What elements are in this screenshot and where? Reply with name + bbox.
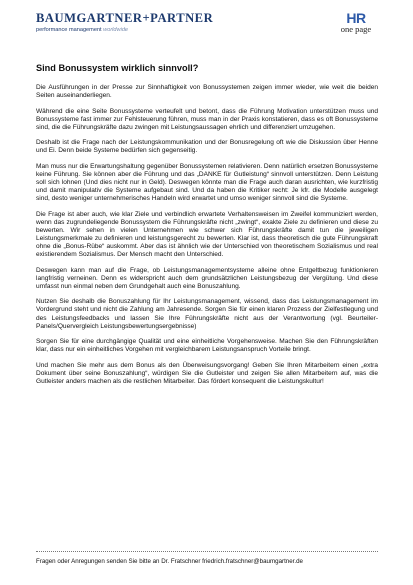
footer-divider [36,551,378,552]
document-title: Sind Bonussystem wirklich sinnvoll? [36,63,199,73]
paragraph: Deswegen kann man auf die Frage, ob Leistungsmanagementsysteme alleine ohne Entgeltbezug funktionieren langfristig verneinen. Denn es widerspricht auch dem grundsätzlichen Leistungsbezug der Vergütung. Und diese umfasst nun einmal neben dem Grundgehalt auch eine Bonuszahlung. [36,266,378,290]
series-logo [332,12,380,34]
company-logo-tagline-suffix: worldwide [103,27,129,33]
paragraph: Nutzen Sie deshalb die Bonuszahlung für Ihr Leistungsmanagement, wissend, dass das Leistungsmanagement im Vordergrund steht und nicht die Zahlung am Jahresende. Sorgen Sie für einen klaren Prozess der Zielfestlegung und des Leistungsfeedbacks und lassen Sie Ihre Führungskräfte nicht aus der Verantwortung (vgl. Beurteiler-Panels/Quervergleich Leistungsbewertungsergebnisse) [36,298,378,330]
paragraph: Sorgen Sie für eine durchgängige Qualität und eine einheitliche Vorgehensweise. Machen Sie den Führungskräften klar, dass nur ein einheitliches Vorgehen mit vergleichbarem Leistungsanspruch Vorteile bringt. [36,338,378,354]
paragraph: Man muss nur die Erwartungshaltung gegenüber Bonussystemen relativieren. Denn natürlich ersetzen Bonussysteme keine Führung. Sie können aber die Führung und das „DANKE für Gutleistung“ sinnvoll unterstützen. Denn Leistung soll sich lohnen (Und dies nicht nur in Geld). Deswegen könnte man die Frage auch daran ausrichten, wie kurzfristig und damit manipulativ die Systeme aufgebaut sind. Und da haben die Kritiker recht: Je kfr. die Modelle ausgelegt sind, desto weniger unternehmerisches Handeln wird erwartet und umso weniger sinnvoll sind die Systeme. [36,162,378,203]
company-logo-name: BAUMGARTNER+PARTNER [36,11,214,25]
company-logo-tagline-main: performance management [36,27,102,33]
paragraph: Die Frage ist aber auch, wie klar Ziele und verbindlich erwartete Verhaltensweisen im Zweifel kommuniziert werden, wenn das zugrundeliegende Bonussystem die Führungskräfte nicht „zwingt“, exakte Ziele zu definieren und diese zu bewerten. Wir sehen in vielen Unternehmen wie schwer sich Führungskräfte damit tun die jeweiligen Leistungsmerkmale zu definieren und leistungsgerecht zu bewerten. Klar ist, dass theoretisch die gute Führungskraft ohne die „Bonus-Rübe“ auskommt. Aber das ist ähnlich wie der Unterschied von theoretischem Sozialismus und real existierendem Sozialismus. Der Mensch macht den Unterschied. [36,210,378,259]
paragraph: Deshalb ist die Frage nach der Leistungskommunikation und der Bonusregelung oft wie die Diskussion über Henne und Ei. Denn beide Systeme bedürfen sich gegenseitig. [36,139,378,155]
document-body [36,84,378,393]
company-logo-tagline [36,27,213,34]
paragraph: Und machen Sie mehr aus dem Bonus als den Überweisungsvorgang! Geben Sie Ihren Mitarbeitern einen „extra Dokument über seine Bonuszahlung“, würdigen Sie die Gutleister und zeigen Sie allen Mitarbeitern auf, was die Gutleister anders machen als die restlichen Mitarbeiter. Das fördert konsequent die Leistungskultur! [36,361,378,385]
company-logo [36,12,213,34]
series-logo-hr: HR [346,10,366,26]
footer-contact: Fragen oder Anregungen senden Sie bitte an Dr. Fratschner friedrich.fratschner@baumgartner.de [36,558,303,565]
series-logo-one-page: one page [340,24,372,34]
paragraph: Während die eine Seite Bonussysteme verteufelt und betont, dass die Führung Motivation unterstützen muss und Bonussysteme fast immer zur Fehlsteuerung führen, muss man in der Praxis konstatieren, dass es oft Bonussysteme sind, die die Führungskräfte dazu zwingen mit Leistungsaussagen ehrlich und differenziert umzugehen. [36,107,378,131]
paragraph: Die Ausführungen in der Presse zur Sinnhaftigkeit von Bonussystemen zeigen immer wieder, wie weit die beiden Seiten auseinanderliegen. [36,84,378,100]
